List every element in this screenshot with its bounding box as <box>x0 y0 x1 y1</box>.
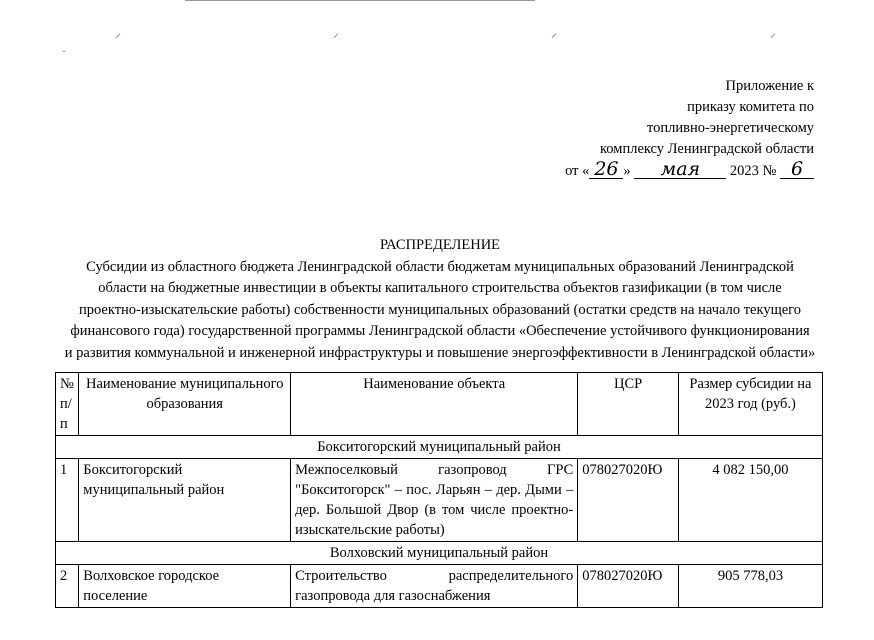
section-title: Бокситогорский муниципальный район <box>56 436 823 459</box>
title-line: Субсидии из областного бюджета Ленинградской области бюджетам муниципальных образований Ленинградской <box>86 258 794 275</box>
scan-artifact: ⸝ <box>770 26 777 40</box>
cell-num: 1 <box>56 459 79 542</box>
scan-artifact: ⸝ <box>115 26 122 40</box>
order-date-line <box>565 160 814 182</box>
appendix-line: Приложение к <box>725 78 814 94</box>
date-day-handwritten: 26 <box>589 160 623 179</box>
appendix-line: комплексу Ленинградской области <box>599 141 814 157</box>
scan-top-line <box>185 0 535 1</box>
date-year: 2023 № <box>729 163 777 179</box>
cell-municipality: Бокситогорский муниципальный район <box>79 459 291 542</box>
scan-artifact: ⸝ <box>333 26 340 40</box>
section-row <box>56 542 823 565</box>
title-line: и развития коммунальной и инженерной инфраструктуры и повышение энергоэффективности в Ленинградской области» <box>64 344 816 361</box>
header-municipality: Наименование муниципального образования <box>79 373 291 436</box>
order-number-handwritten: 6 <box>780 160 814 179</box>
appendix-block <box>565 76 814 182</box>
section-title: Волховский муниципальный район <box>56 542 823 565</box>
cell-csr: 078027020Ю <box>578 565 679 608</box>
scan-artifact: ⸝ <box>551 26 558 40</box>
date-month-handwritten: мая <box>634 160 726 179</box>
distribution-table <box>55 372 823 608</box>
appendix-line: топливно-энергетическому <box>646 120 814 136</box>
cell-num: 2 <box>56 565 79 608</box>
appendix-line: приказу комитета по <box>687 99 814 115</box>
document-heading: РАСПРЕДЕЛЕНИЕ <box>379 237 501 253</box>
header-num: № п/п <box>56 373 79 436</box>
cell-object: Межпоселковый газопровод ГРС "Бокситогорск" – пос. Ларьян – дер. Дыми – дер. Большой Двор (в том числе проектно-изыскательские работы) <box>291 459 578 542</box>
table-row <box>56 459 823 542</box>
title-line: финансового года) государственной программы Ленинградской области «Обеспечение устойчивого функционирования <box>70 323 810 339</box>
cell-amount: 4 082 150,00 <box>678 459 822 542</box>
title-line: области на бюджетные инвестиции в объекты капитального строительства объектов газификации (в том числе <box>98 280 782 296</box>
header-csr: ЦСР <box>578 373 679 436</box>
date-mid: » <box>623 163 631 179</box>
cell-object: Строительство распределительного газопровода для газоснабжения <box>291 565 578 608</box>
section-row <box>56 436 823 459</box>
cell-amount: 905 778,03 <box>678 565 822 608</box>
table-row <box>56 565 823 608</box>
document-title-block <box>55 235 825 364</box>
cell-municipality: Волховское городское поселение <box>79 565 291 608</box>
table-header-row <box>56 373 823 436</box>
date-prefix: от « <box>565 163 590 179</box>
header-amount: Размер субсидии на 2023 год (руб.) <box>678 373 822 436</box>
scan-artifact: · <box>62 44 66 58</box>
title-line: проектно-изыскательские работы) собственности муниципальных образований (остатки средств на начало текущего <box>78 301 802 318</box>
cell-csr: 078027020Ю <box>578 459 679 542</box>
header-object: Наименование объекта <box>291 373 578 436</box>
